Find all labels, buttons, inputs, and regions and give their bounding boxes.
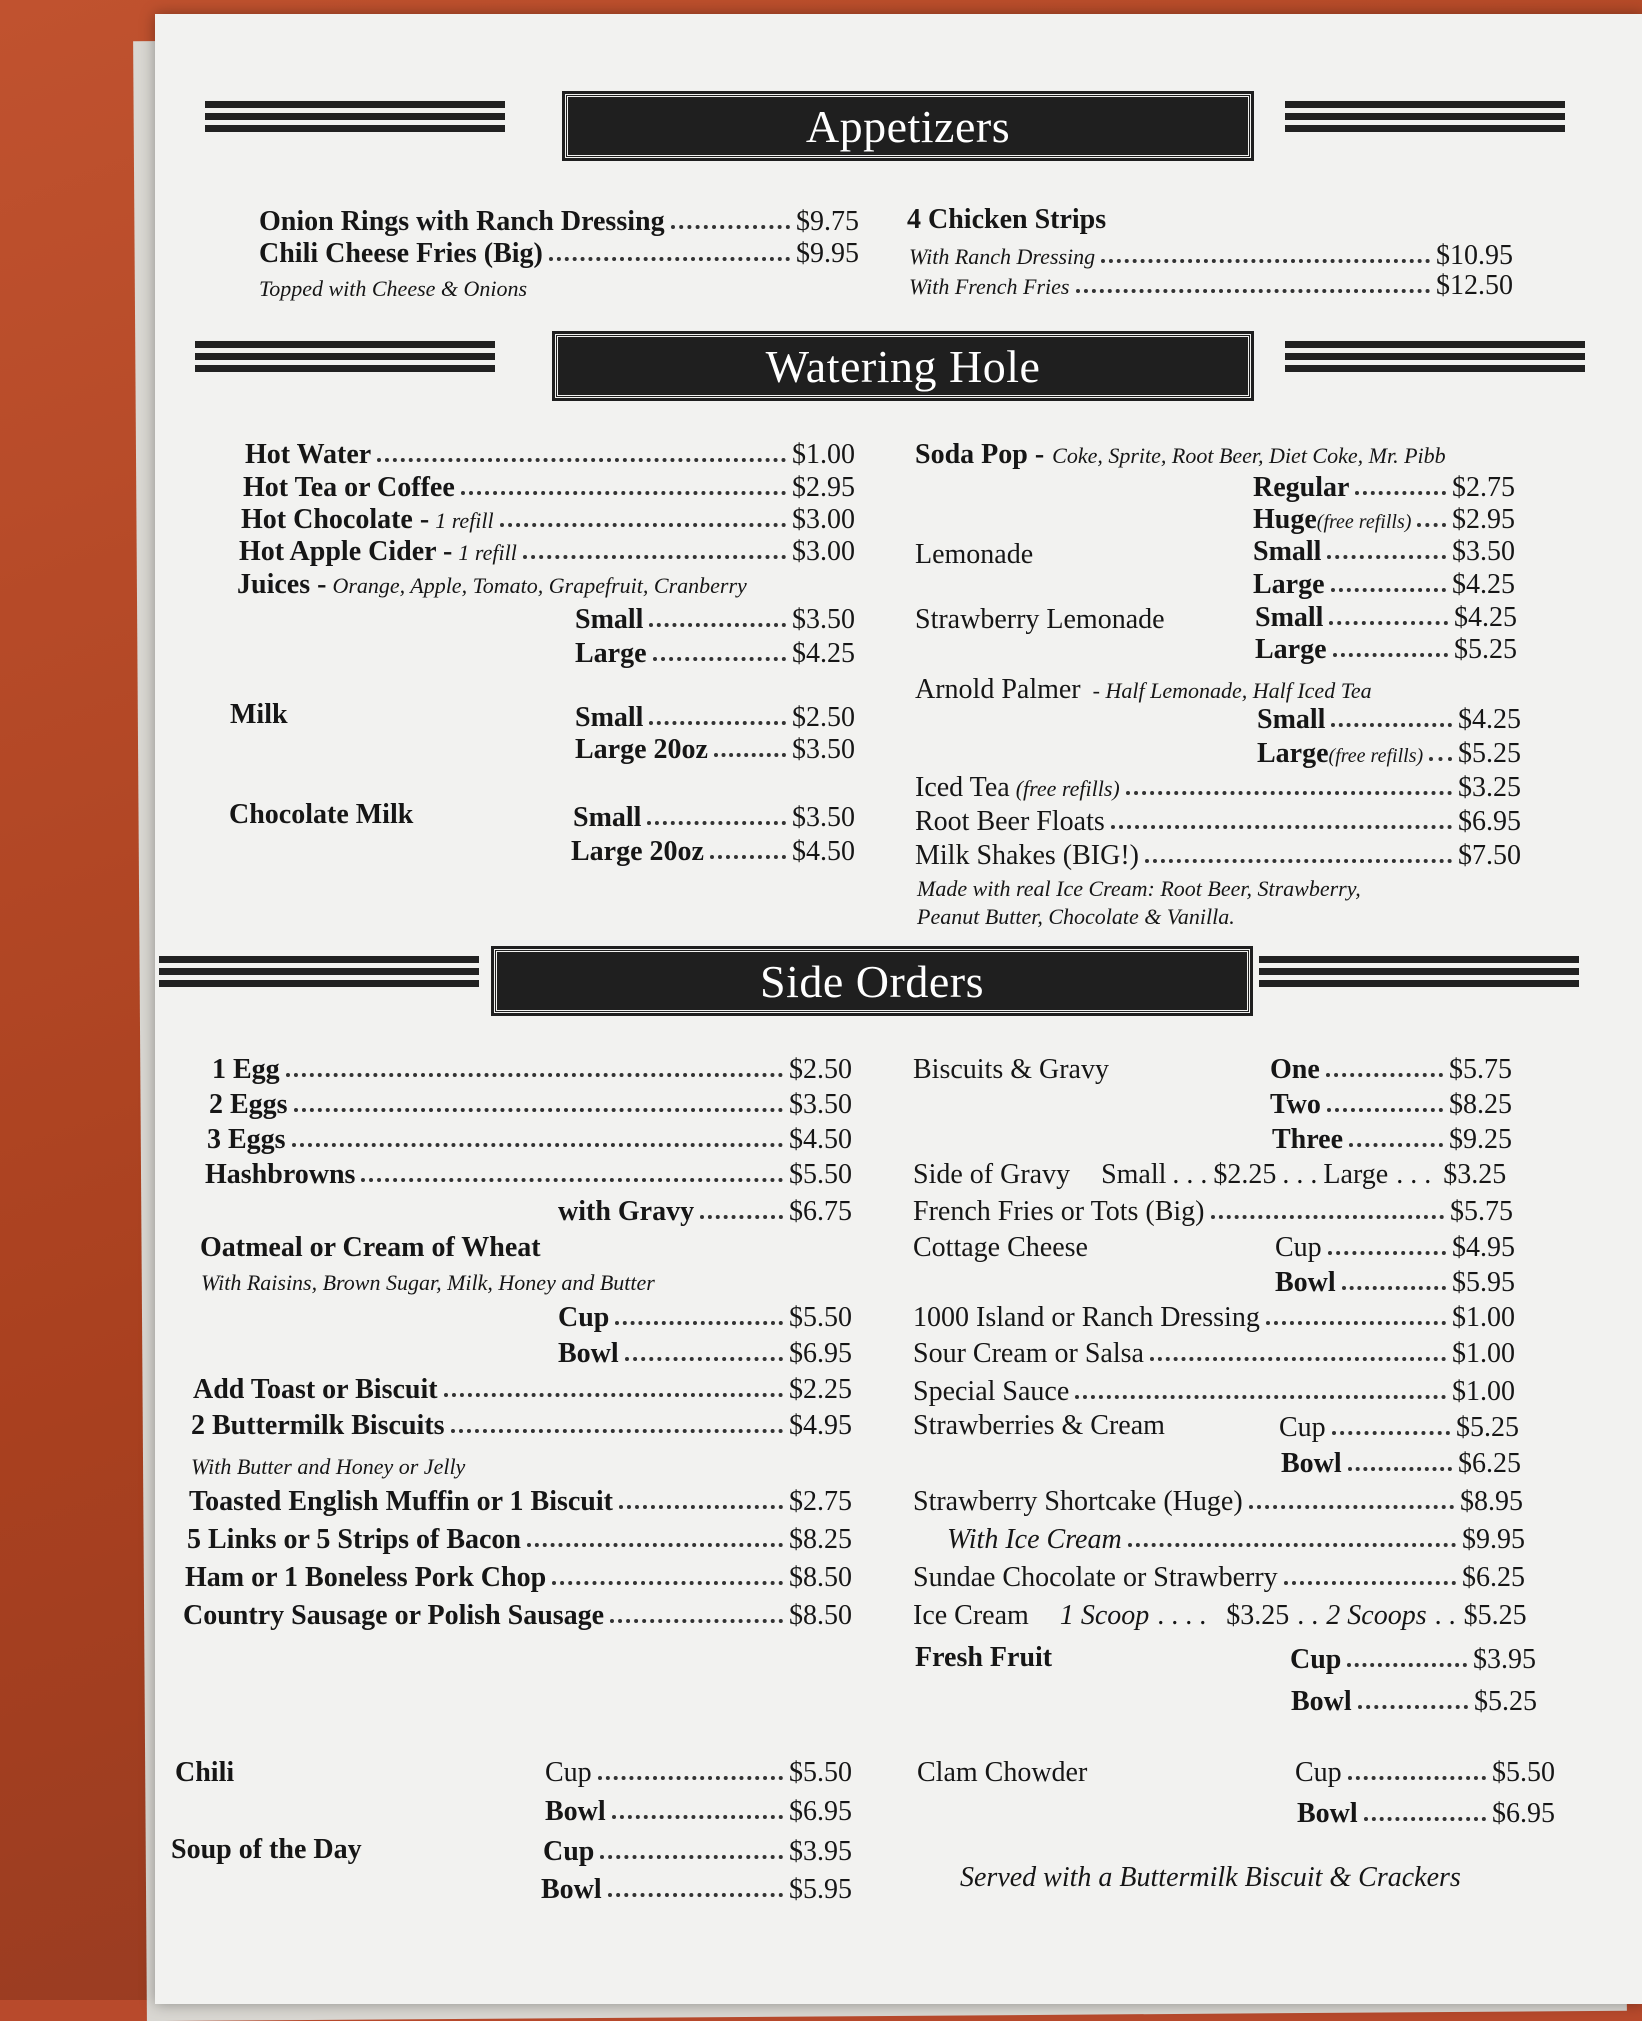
- watering-hole-banner: [195, 334, 1585, 398]
- menu-item: Root Beer Floats $6.95: [915, 806, 1521, 837]
- menu-note: Made with real Ice Cream: Root Beer, Strawberry,: [917, 876, 1361, 901]
- size-price: Cup $3.95: [1290, 1644, 1536, 1675]
- watering-hole-title: Watering Hole: [765, 340, 1041, 392]
- menu-item: Milk: [230, 699, 288, 730]
- size-price: Large $4.25: [1253, 569, 1515, 600]
- size-price: Bowl $5.95: [541, 1874, 852, 1905]
- menu-item: 5 Links or 5 Strips of Bacon $8.25: [187, 1524, 852, 1555]
- menu-item: Ice Cream 1 Scoop . . . . $3.25 . . 2 Scoops . . $5.25: [913, 1600, 1527, 1631]
- menu-note: With Butter and Honey or Jelly: [191, 1454, 466, 1479]
- size-price: Large 20oz $3.50: [575, 734, 855, 765]
- menu-item: Juices - Orange, Apple, Tomato, Grapefruit, Cranberry: [237, 569, 747, 600]
- menu-item: Soda Pop - Coke, Sprite, Root Beer, Diet Coke, Mr. Pibb: [915, 439, 1446, 470]
- size-price: Small $2.50: [575, 702, 855, 733]
- size-price: Small $3.50: [573, 802, 855, 833]
- menu-item: Cottage Cheese: [913, 1232, 1088, 1263]
- menu-note: Peanut Butter, Chocolate & Vanilla.: [917, 904, 1235, 929]
- size-price: Cup $5.50: [558, 1302, 852, 1333]
- size-price: Cup $3.95: [543, 1836, 852, 1867]
- menu-item: Strawberry Shortcake (Huge) $8.95: [913, 1486, 1523, 1517]
- size-price: Bowl $6.25: [1281, 1448, 1521, 1479]
- size-price: Regular $2.75: [1253, 472, 1515, 503]
- size-price: Large $4.25: [575, 638, 855, 669]
- size-price: Cup $5.50: [545, 1757, 852, 1788]
- menu-item: Iced Tea (free refills) $3.25: [915, 772, 1521, 803]
- menu-item: Hashbrowns $5.50: [205, 1159, 852, 1190]
- appetizers-title: Appetizers: [805, 100, 1011, 152]
- size-price: Bowl $6.95: [558, 1338, 852, 1369]
- menu-item: 3 Eggs $4.50: [207, 1124, 852, 1155]
- menu-item: With Ice Cream $9.95: [947, 1524, 1525, 1555]
- appetizers-banner: [205, 94, 1565, 158]
- menu-note: Topped with Cheese & Onions: [259, 276, 528, 301]
- menu-item: 2 Eggs $3.50: [209, 1089, 852, 1120]
- menu-item: Ham or 1 Boneless Pork Chop $8.50: [185, 1562, 852, 1593]
- menu-item: Chili Cheese Fries (Big) $9.95: [259, 238, 859, 269]
- served-with-note: Served with a Buttermilk Biscuit & Crackers: [960, 1862, 1461, 1893]
- menu-item: Biscuits & Gravy: [913, 1054, 1109, 1085]
- menu-item: Lemonade: [915, 539, 1034, 570]
- size-price: Small $3.50: [575, 604, 855, 635]
- size-price: Bowl $6.95: [545, 1796, 852, 1827]
- side-orders-banner: [159, 949, 1579, 1013]
- menu-item: Hot Apple Cider - 1 refill $3.00: [239, 536, 855, 567]
- menu-item: 2 Buttermilk Biscuits $4.95: [191, 1410, 852, 1441]
- menu-item: Special Sauce $1.00: [913, 1376, 1515, 1407]
- menu-item: Oatmeal or Cream of Wheat: [200, 1232, 541, 1263]
- menu-item: French Fries or Tots (Big) $5.75: [913, 1196, 1513, 1227]
- size-price: One $5.75: [1270, 1054, 1512, 1085]
- menu-item: Sundae Chocolate or Strawberry $6.25: [913, 1562, 1525, 1593]
- menu-item: Hot Tea or Coffee $2.95: [243, 472, 855, 503]
- size-price: Bowl $5.25: [1291, 1686, 1537, 1717]
- menu-item: Soup of the Day: [171, 1834, 362, 1865]
- menu-item: Add Toast or Biscuit $2.25: [193, 1374, 852, 1405]
- size-price: Small $4.25: [1255, 602, 1517, 633]
- menu-note: With Raisins, Brown Sugar, Milk, Honey and Butter: [201, 1270, 655, 1295]
- menu-item: Strawberries & Cream: [913, 1410, 1165, 1441]
- size-price: Large 20oz $4.50: [571, 836, 855, 867]
- menu-item: Side of Gravy Small . . . $2.25 . . . Large . . . $3.25: [913, 1159, 1507, 1190]
- menu-item: Chocolate Milk: [229, 799, 414, 830]
- menu-item: Chili: [175, 1757, 235, 1788]
- side-orders-title: Side Orders: [760, 955, 984, 1007]
- size-price: Cup $5.50: [1295, 1757, 1555, 1788]
- size-price: Small $4.25: [1257, 704, 1521, 735]
- menu-item: 4 Chicken Strips: [907, 204, 1107, 235]
- size-price: Large $5.25: [1255, 634, 1517, 665]
- menu-page: [155, 14, 1642, 2004]
- size-price: Small $3.50: [1253, 536, 1515, 567]
- menu-item: 1 Egg $2.50: [212, 1054, 852, 1085]
- menu-item: Arnold Palmer - Half Lemonade, Half Iced Tea: [915, 674, 1372, 705]
- size-price: Bowl $6.95: [1297, 1798, 1555, 1829]
- menu-item: Milk Shakes (BIG!) $7.50: [915, 840, 1521, 871]
- menu-item: Hot Chocolate - 1 refill $3.00: [241, 504, 855, 535]
- size-price: Bowl $5.95: [1275, 1267, 1515, 1298]
- size-price: Huge (free refills) $2.95: [1253, 504, 1515, 535]
- menu-item: With Ranch Dressing $10.95: [909, 240, 1513, 271]
- size-price: Cup $4.95: [1275, 1232, 1515, 1263]
- size-price: Cup $5.25: [1279, 1412, 1519, 1443]
- menu-item: with Gravy $6.75: [558, 1196, 852, 1227]
- menu-item: Sour Cream or Salsa $1.00: [913, 1338, 1515, 1369]
- size-price: Two $8.25: [1270, 1089, 1512, 1120]
- menu-item: With French Fries $12.50: [909, 270, 1513, 301]
- menu-item: Country Sausage or Polish Sausage $8.50: [183, 1600, 852, 1631]
- menu-item: Toasted English Muffin or 1 Biscuit $2.75: [189, 1486, 852, 1517]
- menu-item: Hot Water $1.00: [245, 439, 855, 470]
- menu-item: Onion Rings with Ranch Dressing $9.75: [259, 206, 859, 237]
- size-price: Three $9.25: [1272, 1124, 1512, 1155]
- menu-item: Strawberry Lemonade: [915, 604, 1165, 635]
- menu-item: Fresh Fruit: [915, 1642, 1053, 1673]
- menu-item: Clam Chowder: [917, 1757, 1088, 1788]
- menu-item: 1000 Island or Ranch Dressing $1.00: [913, 1302, 1515, 1333]
- size-price: Large (free refills) $5.25: [1257, 738, 1521, 769]
